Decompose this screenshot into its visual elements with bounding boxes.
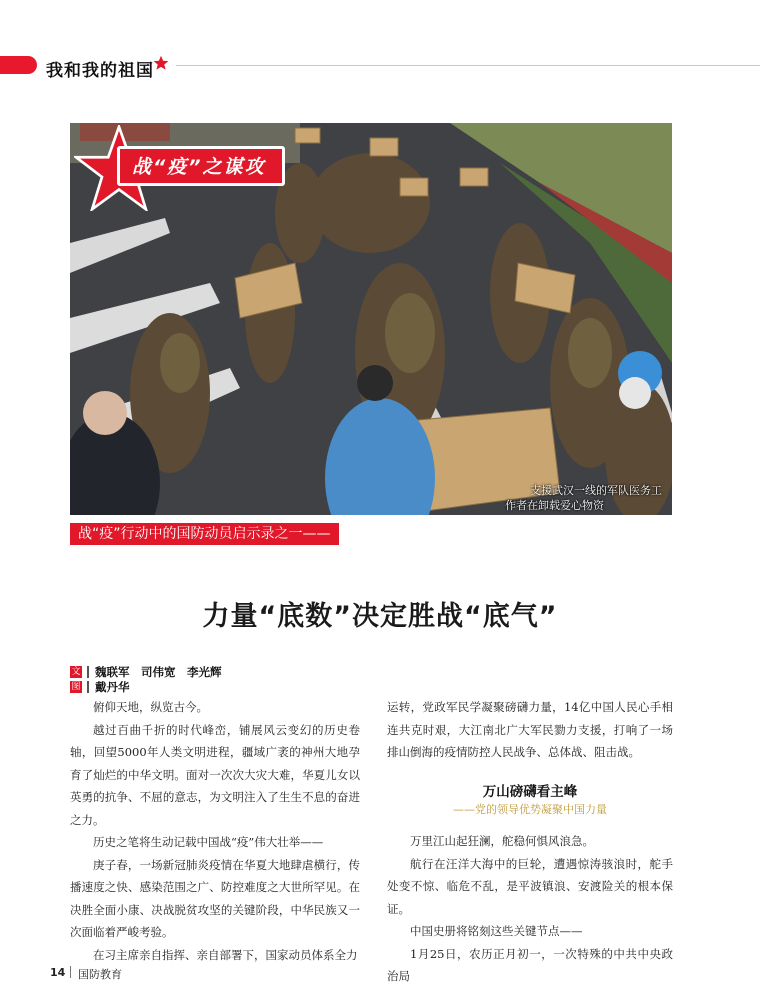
- footer-separator: [70, 966, 71, 978]
- column-badge-label: 战“疫”之谋攻: [132, 156, 266, 178]
- section-marker-bar: [0, 56, 37, 74]
- header-rule: [176, 65, 760, 66]
- paragraph: 俯仰天地，纵览古今。: [93, 700, 208, 714]
- paragraph: 越过百曲千折的时代峰峦，铺展风云变幻的历史卷轴，回望5000年人类文明进程，疆域广袤的神州大地孕育了灿烂的中华文明。面对一次次大灾大难，华夏儿女以英勇的抗争、不屈的意志，为文明注入了生生不息的奋进之力。: [70, 722, 360, 827]
- paragraph: 在习主席亲自指挥、亲自部署下，国家动员体系全力: [93, 947, 358, 962]
- page-number: 14: [50, 966, 66, 979]
- series-banner: 战“疫”行动中的国防动员启示录之一——: [70, 523, 339, 545]
- text-authors: 魏联军 司伟宽 李光辉: [95, 665, 222, 679]
- paragraph: 万里江山起狂澜，舵稳何惧风浪急。: [410, 834, 594, 848]
- paragraph: 航行在汪洋大海中的巨轮，遭遇惊涛骇浪时，舵手处变不惊、临危不乱，是平波镇浪、安渡险关的根本保证。: [387, 856, 673, 916]
- photo-caption-line2: 作者在卸载爱心物资: [505, 499, 604, 512]
- right-column-top: [387, 696, 673, 764]
- subsection-title: 万山磅礴看主峰: [482, 784, 578, 800]
- magazine-name: 国防教育: [78, 968, 122, 981]
- image-credit-tag: 图: [71, 682, 81, 692]
- byline-separator: [87, 681, 89, 693]
- star-icon: [153, 54, 169, 72]
- article-headline: 力量“底数”决定胜战“底气”: [202, 601, 558, 632]
- left-column: [70, 696, 360, 966]
- paragraph: 庚子春，一场新冠肺炎疫情在华夏大地肆虐横行，传播速度之快、感染范围之广、防控难度之大世所罕见。在决胜全面小康、决战脱贫攻坚的关键阶段，中华民族又一次面临着严峻考验。: [70, 857, 360, 939]
- paragraph: 1月25日，农历正月初一，一次特殊的中共中央政治局: [387, 946, 673, 983]
- photo-caption-line1: 支援武汉一线的军队医务工: [530, 484, 662, 497]
- byline-separator: [87, 666, 89, 678]
- section-title: 我和我的祖国: [46, 61, 154, 81]
- paragraph: 历史之笔将生动记载中国战“疫”伟大壮举——: [93, 835, 324, 849]
- image-author: 戴丹华: [95, 680, 130, 694]
- right-column-bottom: [387, 830, 673, 988]
- text-credit-tag: 文: [71, 667, 81, 677]
- paragraph: 中国史册将铭刻这些关键节点——: [410, 924, 583, 938]
- subsection-subtitle: ——党的领导优势凝聚中国力量: [453, 803, 607, 816]
- paragraph: 运转，党政军民学凝聚磅礴力量，14亿中国人民心手相连共克时艰，大江南北广大军民勠力支援，打响了一场排山倒海的疫情防控人民战争、总体战、阻击战。: [387, 700, 673, 759]
